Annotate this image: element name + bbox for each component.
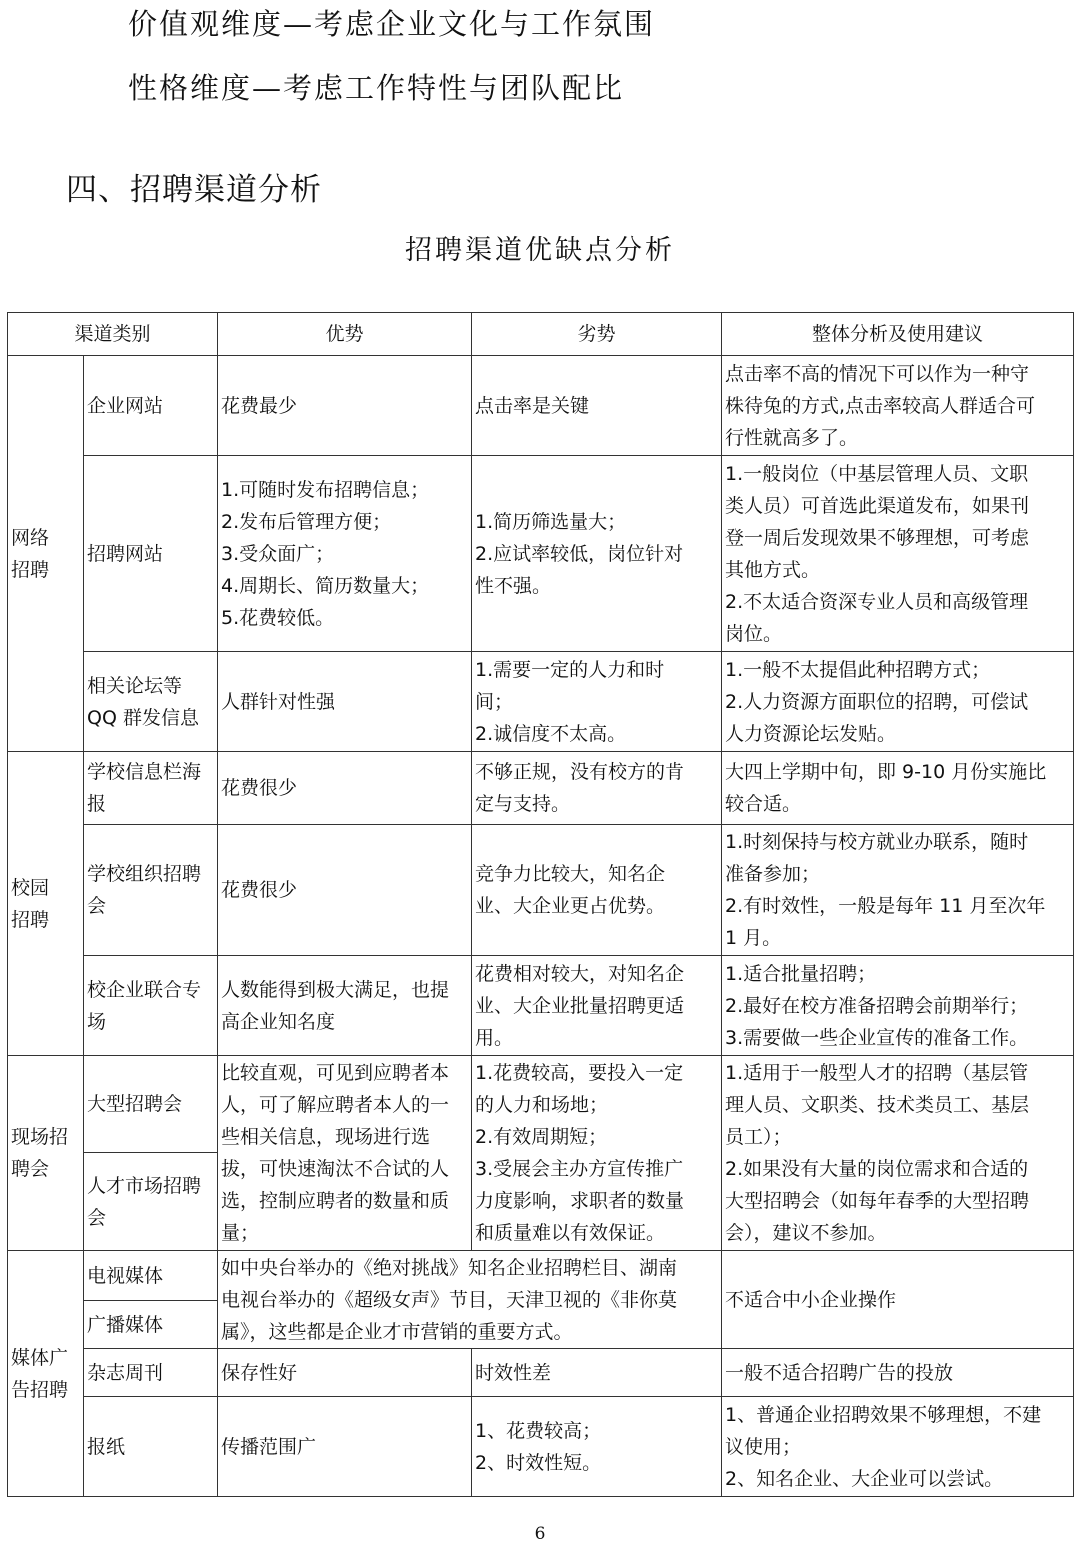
cons-cell: 1.简历筛选量大； 2.应试率较低，岗位针对 性不强。 [472,456,722,652]
table-row [8,652,1074,752]
advice-cell: 一般不适合招聘广告的投放 [722,1349,1074,1397]
table-row [8,1349,1074,1397]
header-pros: 优势 [218,313,472,356]
channel-cell: 企业网站 [84,356,218,456]
recruitment-channel-table [7,312,1074,1497]
channel-cell: 大型招聘会 [84,1056,218,1153]
category-network: 网络 招聘 [8,356,84,752]
table-row [8,1056,1074,1153]
pros-cell: 保存性好 [218,1349,472,1397]
advice-cell: 1.适用于一般型人才的招聘（基层管 理人员、文职类、技术类员工、基层 员工）； 2.如果没有大量的岗位需求和合适的 大型招聘会（如每年春季的大型招聘 会），建议不参加。 [722,1056,1074,1251]
pros-cell: 比较直观，可见到应聘者本 人，可了解应聘者本人的一 些相关信息，现场进行选 拔，可快速淘汰不合试的人 选，控制应聘者的数量和质 量； [218,1056,472,1251]
table-header-row [8,313,1074,356]
cons-cell: 点击率是关键 [472,356,722,456]
advice-cell: 1.时刻保持与校方就业办联系，随时 准备参加； 2.有时效性，一般是每年 11 月至次年 1 月。 [722,825,1074,956]
pros-cell: 1.可随时发布招聘信息； 2.发布后管理方便； 3.受众面广； 4.周期长、简历数量大； 5.花费较低。 [218,456,472,652]
cons-cell: 竞争力比较大，知名企 业、大企业更占优势。 [472,825,722,956]
page-number: 6 [534,1524,546,1544]
category-onsite: 现场招 聘会 [8,1056,84,1251]
header-advice: 整体分析及使用建议 [722,313,1074,356]
cons-cell: 时效性差 [472,1349,722,1397]
header-category: 渠道类别 [8,313,218,356]
table-row [8,1251,1074,1301]
table-row [8,356,1074,456]
category-campus: 校园 招聘 [8,752,84,1056]
intro-line-personality: 性格维度—考虑工作特性与团队配比 [128,71,625,105]
pros-cell: 人数能得到极大满足，也提 高企业知名度 [218,956,472,1056]
channel-cell: 人才市场招聘 会 [84,1153,218,1251]
advice-cell: 不适合中小企业操作 [722,1251,1074,1349]
channel-cell: 招聘网站 [84,456,218,652]
table-row [8,956,1074,1056]
channel-cell: 电视媒体 [84,1251,218,1301]
advice-cell: 大四上学期中旬，即 9-10 月份实施比 较合适。 [722,752,1074,825]
header-cons: 劣势 [472,313,722,356]
table-row [8,1397,1074,1497]
broadcast-description-cell: 如中央台举办的《绝对挑战》知名企业招聘栏目、湖南 电视台举办的《超级女声》节目，天津卫视的《非你莫 属》，这些都是企业才市营销的重要方式。 [218,1251,722,1349]
pros-cell: 人群针对性强 [218,652,472,752]
channel-cell: 广播媒体 [84,1301,218,1349]
pros-cell: 花费很少 [218,825,472,956]
channel-cell: 学校组织招聘 会 [84,825,218,956]
intro-line-values: 价值观维度—考虑企业文化与工作氛围 [128,7,656,41]
cons-cell: 1.花费较高，要投入一定 的人力和场地； 2.有效周期短； 3.受展会主办方宣传推广 力度影响，求职者的数量 和质量难以有效保证。 [472,1056,722,1251]
category-media: 媒体广 告招聘 [8,1251,84,1497]
cons-cell: 1.需要一定的人力和时 间； 2.诚信度不太高。 [472,652,722,752]
cons-cell: 花费相对较大，对知名企 业、大企业批量招聘更适 用。 [472,956,722,1056]
table-row [8,825,1074,956]
pros-cell: 传播范围广 [218,1397,472,1497]
advice-cell: 1、普通企业招聘效果不够理想，不建 议使用； 2、知名企业、大企业可以尝试。 [722,1397,1074,1497]
channel-cell: 学校信息栏海 报 [84,752,218,825]
advice-cell: 1.一般岗位（中基层管理人员、文职 类人员）可首选此渠道发布，如果刊 登一周后发现效果不够理想，可考虑 其他方式。 2.不太适合资深专业人员和高级管理 岗位。 [722,456,1074,652]
table-row [8,752,1074,825]
section-title: 四、招聘渠道分析 [66,172,322,208]
pros-cell: 花费最少 [218,356,472,456]
channel-cell: 相关论坛等 QQ 群发信息 [84,652,218,752]
table-row [8,456,1074,652]
channel-cell: 报纸 [84,1397,218,1497]
advice-cell: 1.适合批量招聘； 2.最好在校方准备招聘会前期举行； 3.需要做一些企业宣传的准备工作。 [722,956,1074,1056]
pros-cell: 花费很少 [218,752,472,825]
advice-cell: 点击率不高的情况下可以作为一种守 株待兔的方式,点击率较高人群适合可 行性就高多了。 [722,356,1074,456]
cons-cell: 不够正规，没有校方的肯 定与支持。 [472,752,722,825]
channel-cell: 杂志周刊 [84,1349,218,1397]
advice-cell: 1.一般不太提倡此种招聘方式； 2.人力资源方面职位的招聘，可偿试 人力资源论坛发贴。 [722,652,1074,752]
cons-cell: 1、花费较高； 2、时效性短。 [472,1397,722,1497]
table-caption: 招聘渠道优缺点分析 [405,235,675,266]
channel-cell: 校企业联合专 场 [84,956,218,1056]
